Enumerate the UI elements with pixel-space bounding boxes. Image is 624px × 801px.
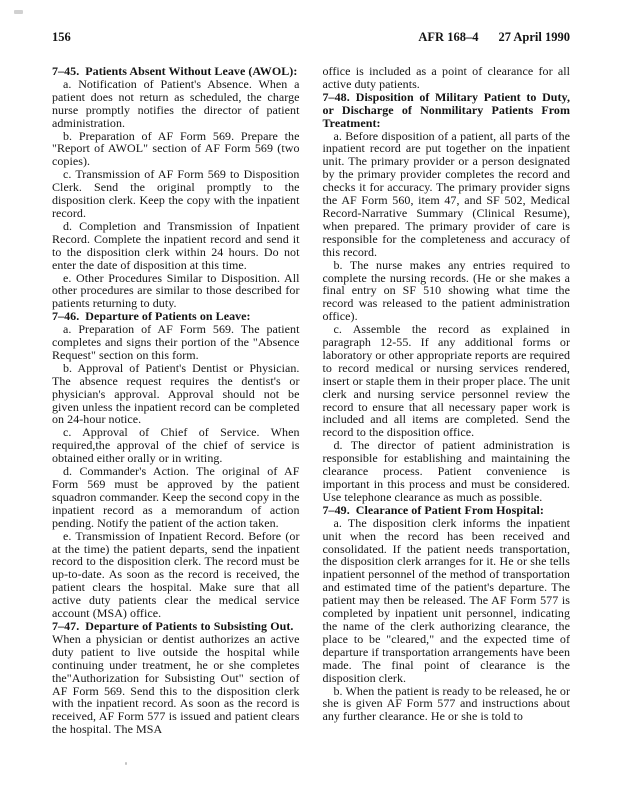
paragraph-7-48-a: a. Before disposition of a patient, all parts of the inpatient record are put together on the inpatient unit. The primary provider or a person designated by the primary provider completes the record and checks it for accuracy. The primary provider signs the AF Form 560, item 47, and SF 502, Medical Record-Narrative Summary (Clinical Resume), when prepared. The primary provider of care is responsible for the completeness and accuracy of this record. <box>322 128 570 259</box>
regulation-number: AFR 168–4 <box>418 30 479 44</box>
paragraph-7-48-d: d. The director of patient administration is responsible for establishing and maintaining the clearance process. Patient convenience is important in this process and must be considered. Use telephone clearance as much as possible. <box>322 438 570 504</box>
scan-artifact <box>125 762 127 765</box>
page-number: 156 <box>52 30 71 44</box>
two-column-body <box>52 65 570 736</box>
paragraph-7-49-a: a. The disposition clerk informs the inpatient unit when the record has been received and consolidated. If the patient needs transportation, the disposition clerk arranges for it. He or she tells inpatient personnel of the method of transportation and estimated time of the patient's departure. The patient may then be released. The AF Form 577 is completed by inpatient unit personnel, indicating the name of the clerk authorizing clearance, the place to be "cleared," and the expected time of departure if transportation arrangements have been made. The final point of clearance is the disposition clerk. <box>322 515 570 685</box>
paragraph-7-45-c: c. Transmission of AF Form 569 to Disposition Clerk. Send the original promptly to the disposition clerk. Keep the copy with the inpatient record. <box>52 167 300 220</box>
paragraph-7-46-c: c. Approval of Chief of Service. When required,the approval of the chief of service is obtained either orally or in writing. <box>52 425 300 466</box>
left-column <box>52 65 300 736</box>
paragraph-7-47-continuation: office is included as a point of clearance for all active duty patients. <box>322 64 570 91</box>
header-date: 27 April 1990 <box>498 30 570 44</box>
paragraph-7-49-b: b. When the patient is ready to be released, he or she is given AF Form 577 and instructions about any further clearance. He or she is told to <box>322 683 570 724</box>
paragraph-7-45-e: e. Other Procedures Similar to Disposition. All other procedures are similar to those described for patients returning to duty. <box>52 270 300 311</box>
paragraph-7-45-a: a. Notification of Patient's Absence. When a patient does not return as scheduled, the charge nurse promptly notifies the director of patient administration. <box>52 76 300 130</box>
section-heading-7-46: 7–46. Departure of Patients on Leave: <box>52 309 251 324</box>
scan-artifact <box>14 10 23 14</box>
paragraph-7-46-d: d. Commander's Action. The original of AF Form 569 must be approved by the patient squadron commander. Keep the second copy in the inpatient record as a memorandum of action pending. Notify the patient of the action taken. <box>52 464 300 530</box>
right-column <box>323 65 571 736</box>
section-heading-7-45: 7–45. Patients Absent Without Leave (AWOL): <box>52 64 298 78</box>
paragraph-7-46-e: e. Transmission of Inpatient Record. Before (or at the time) the patient departs, send the inpatient record to the disposition clerk. The record must be up-to-date. As soon as the record is received, the patient clears the hospital. Make sure that all active duty patients clear the medical service account (MSA) office. <box>52 528 300 621</box>
section-heading-7-49: 7–49. Clearance of Patient From Hospital: <box>322 502 544 517</box>
paragraph-7-45-b: b. Preparation of AF Form 569. Prepare the "Report of AWOL" section of AF Form 569 (two copies). <box>52 128 300 169</box>
paragraph-7-48-b: b. The nurse makes any entries required to complete the nursing records. (He or she makes a final entry on SF 510 showing what time the record was released to the patient administration office). <box>322 257 570 324</box>
paragraph-7-46-b: b. Approval of Patient's Dentist or Physician. The absence request requires the dentist's or physician's approval. Approval should not be given unless the inpatient record can be completed on 24-hour notice. <box>52 360 300 427</box>
section-heading-7-47: 7–47. Departure of Patients to Subsisting Out. When a physician or dentist authorizes an active duty patient to live outside the hospital while continuing under treatment, he or she completes the"Authorization for Subsisting Out" section of AF Form 569. Send this to the disposition clerk with the inpatient record. As soon as the record is received, AF Form 577 is issued and patient clears the hospital. The MSA <box>52 618 300 737</box>
page-header <box>52 30 570 45</box>
paragraph-7-46-a: a. Preparation of AF Form 569. The patient completes and signs their portion of the "Absence Request" section on this form. <box>52 322 300 362</box>
paragraph-7-45-d: d. Completion and Transmission of Inpatient Record. Complete the inpatient record and send it to the disposition clerk within 24 hours. Do not enter the date of disposition at this time. <box>52 218 300 272</box>
header-right <box>418 30 570 45</box>
paragraph-7-48-c: c. Assemble the record as explained in paragraph 12-55. If any additional forms or laboratory or other appropriate reports are required to record medical or nursing services rendered, insert or staple them in their proper place. The unit clerk and nursing service personnel review the record to ensure that all necessary paper work is included and all items are completed. Send the record to the disposition office. <box>322 322 570 440</box>
section-heading-7-48: 7–48. Disposition of Military Patient to Duty, or Discharge of Nonmilitary Patients From Treatment: <box>322 89 570 130</box>
